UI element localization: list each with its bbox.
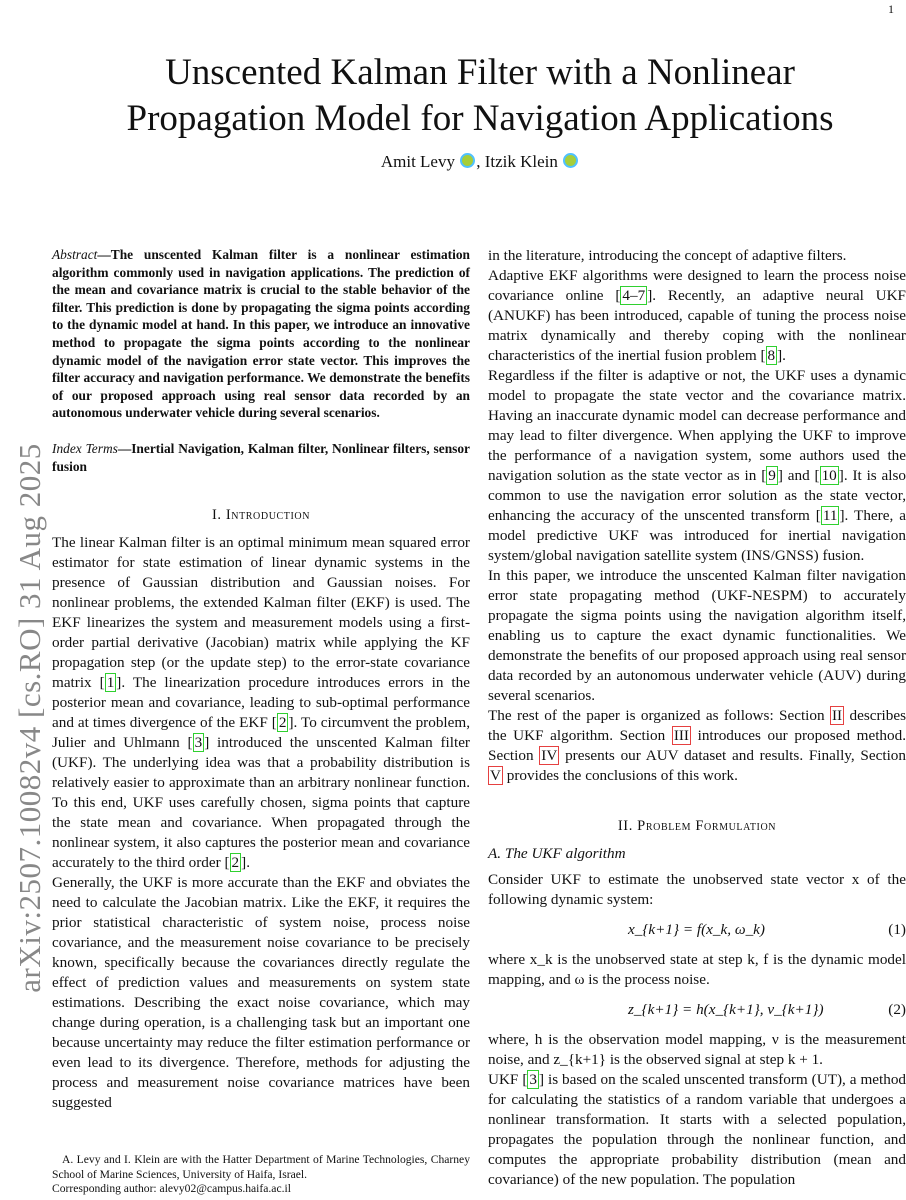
section-link[interactable]: V	[490, 767, 501, 784]
paragraph: Generally, the UKF is more accurate than the EKF and obviates the need to calculate the Jacobian matrix. Like the EKF, it requires the prior statistical characteristic of system noise, process noise covariance, and the measurement noise covariance to be precisely known, specifically because the covariances directly regulate the effect of prediction values and measurements on system state estimations. Describing the exact noise covariance, which may change during operation, is a challenging task but an important one because uncertainty may reduce the filter estimation performance or even lead to its divergence. Therefore, methods for adjusting the process and measurement noise covariance matrices have been suggested	[52, 874, 470, 1112]
orcid-icon[interactable]	[460, 153, 475, 168]
text-run: Regardless if the filter is adaptive or not, the UKF uses a dynamic model to propagate the state vector and the covariance matrix. Having an inaccurate dynamic model can decrease performance and may lead to filter divergence. When applying the UKF to improve the performance of a navigation system, some authors used the navigation solution as the state vector as in	[488, 367, 906, 484]
equation-expression: x_{k+1} = f(x_k, ω_k)	[628, 921, 765, 938]
abstract-text: —The unscented Kalman filter is a nonlinear estimation algorithm commonly used in navigation applications. The prediction of the mean and covariance matrix is crucial to the stable behavior of the filter. This prediction is done by propagating the sigma points according to the dynamic model at hand. In this paper, we introduce an innovative method to propagate the sigma points according to the nonlinear dynamic model of the navigation error state vector. This improves the filter accuracy and navigation performance. We demonstrate the benefits of our proposed approach using real sensor data recorded by an autonomous underwater vehicle during several scenarios.	[52, 247, 470, 421]
paragraph	[488, 706, 906, 786]
text-run: introduced the unscented Kalman filter (UKF). The underlying idea was that a probability distribution is relatively easier to approximate than an arbitrary nonlinear function. To this end, UKF uses carefully chosen, sigma points that capture the state mean and covariance. When propagated through the nonlinear system, it also captures the posterior mean and covariance accurately to the third order	[52, 734, 470, 872]
footnote-contact[interactable]: Corresponding author: alevy02@campus.haifa.ac.il	[52, 1182, 291, 1195]
text-run: .	[246, 854, 250, 872]
section-link[interactable]: III	[673, 727, 689, 744]
abstract	[52, 246, 470, 422]
paragraph: where, h is the observation model mapping, ν is the measurement noise, and z_{k+1} is the observed signal at step k + 1.	[488, 1031, 906, 1068]
equation-number: (1)	[888, 921, 906, 938]
authors	[40, 152, 906, 172]
text-run: . Recently, an adaptive neural UKF (ANUKF) has been introduced, capable of tuning the process noise matrix dynamically and thereby coping with the nonlinear characteristics of the inertial fusion problem	[488, 287, 906, 364]
paragraph: Regardless if the filter is adaptive or not, the UKF uses a dynamic model to propagate the state vector and the covariance matrix. Having an inaccurate dynamic model can decrease performance and may lead to filter divergence. When applying the UKF to improve the performance of a navigation system, some authors used the navigation solution as the state vector as in [ 9 ] and [ 10 ]. It is also common to use the navigation error solution as the state vector, enhancing the accuracy of the unscented transform [ 11 ]. There, a model predictive UKF was introduced for inertial navigation system/global navigation satellite system (INS/GNSS) fusion.	[488, 367, 906, 564]
title-line-1: Unscented Kalman Filter with a Nonlinear	[165, 52, 795, 93]
paragraph: In this paper, we introduce the unscented Kalman filter navigation error state propagating method (UKF-NESPM) to accurately propagate the sigma points using the navigation algorithm itself, enabling us to capture the exact dynamic functionalities. We demonstrate the benefits of our proposed approach using real sensor data recorded by an autonomous underwater vehicle (AUV) during several scenarios.	[488, 567, 906, 704]
text-run: and	[782, 467, 815, 484]
equation-1	[488, 920, 906, 940]
paper-title	[40, 50, 906, 142]
orcid-icon[interactable]	[563, 153, 578, 168]
section-heading-introduction: I. Introduction	[211, 507, 311, 524]
citation-link[interactable]: 11	[822, 507, 838, 524]
text-run: . The linearization procedure introduces errors in the posterior mean and covariance, leading to sub-optimal performance and at times divergence of the EKF	[52, 674, 470, 732]
paragraph: UKF [ 3 ] is based on the scaled unscented transform (UT), a method for calculating the statistics of a random variable that undergoes a nonlinear transformation. It starts with a selected population, propagates the population through the nonlinear function, and computes the appropriate probability distribution (mean and covariance) of the new population. The population	[488, 1071, 906, 1188]
text-run: .	[782, 347, 786, 364]
paragraph: Consider UKF to estimate the unobserved state vector x of the following dynamic system:	[488, 871, 906, 908]
index-terms-text: —Inertial Navigation, Kalman filter, Nonlinear filters, sensor fusion	[52, 440, 470, 474]
subsection-heading: A. The UKF algorithm	[488, 845, 626, 862]
text-run: . It is also common to use the navigation error solution as the state vector, enhancing the accuracy of the unscented transform	[488, 467, 906, 524]
abstract-label: Abstract	[52, 247, 98, 262]
citation-link[interactable]: 3	[529, 1071, 537, 1088]
section-link[interactable]: IV	[541, 747, 558, 764]
right-column	[488, 246, 906, 1190]
author-1: Amit Levy	[380, 152, 455, 171]
paragraph: Adaptive EKF algorithms were designed to learn the process noise covariance online [ 4–7 ]. Recently, an adaptive neural UKF (ANUKF) has been introduced, capable of tuning the process noise matrix dynamically and thereby coping with the nonlinear characteristics of the inertial fusion problem [ 8 ].	[488, 267, 906, 364]
left-column	[52, 246, 470, 1113]
paragraph: The linear Kalman filter is an optimal minimum mean squared error estimator for state estimation of linear dynamic systems in the presence of Gaussian distribution and Gaussian noises. For nonlinear problems, the extended Kalman filter (EKF) is used. The EKF linearizes the system and measurement models using a first-order partial derivative (Jacobian) matrix while applying the KF propagation step (or the update step) to the error-state covariance matrix [ 1 ]. The linearization procedure introduces errors in the posterior mean and covariance, leading to sub-optimal performance and at times divergence of the EKF [ 2 ]. To circumvent the problem, Julier and Uhlmann [ 3 ] introduced the unscented Kalman filter (UKF). The underlying idea was that a probability distribution is relatively easier to approximate than an arbitrary nonlinear function. To this end, UKF uses carefully chosen, sigma points that capture the state mean and covariance. When propagated through the nonlinear system, it also captures the posterior mean and covariance accurately to the third order [ 2 ].	[52, 534, 470, 872]
text-run: introduces our proposed method. Section	[488, 727, 906, 764]
section-link[interactable]: II	[831, 707, 843, 724]
citation-link[interactable]: 4–7	[622, 287, 646, 304]
equation-2	[488, 1000, 906, 1020]
text-run: . There, a model predictive UKF was introduced for inertial navigation system/global navigation satellite system (INS/GNSS) fusion.	[488, 507, 906, 564]
citation-link[interactable]: 1	[106, 674, 115, 692]
text-run: provides the conclusions of this work.	[502, 767, 738, 784]
paragraph: where x_k is the unobserved state at step k, f is the dynamic model mapping, and ω is the process noise.	[488, 951, 906, 988]
title-line-2: Propagation Model for Navigation Applications	[126, 98, 834, 139]
citation-link[interactable]: 3	[194, 734, 203, 752]
text-run: The rest of the paper is organized as follows: Section	[488, 707, 830, 724]
page-number: 1	[888, 2, 894, 16]
text-run: presents our AUV dataset and results. Finally, Section	[559, 747, 906, 764]
text-run: describes the UKF algorithm. Section	[488, 707, 906, 744]
text-run: is based on the scaled unscented transform (UT), a method for calculating the statistics of a random variable that undergoes a nonlinear transformation. It starts with a selected population, propagates the population through the nonlinear function, and computes the appropriate probability distribution (mean and covariance) of the new population. The population	[488, 1071, 906, 1188]
equation-number: (2)	[888, 1001, 906, 1018]
author-separator: ,	[476, 152, 485, 171]
text-run: The linear Kalman filter is an optimal minimum mean squared error estimator for state estimation of linear dynamic systems in the presence of Gaussian distribution and Gaussian noises. For nonlinear problems, the extended Kalman filter (EKF) is used. The EKF linearizes the system and measurement models using a first-order partial derivative (Jacobian) matrix while applying the KF propagation step (or the update step) to the error-state covariance matrix	[52, 534, 470, 692]
citation-link[interactable]: 10	[821, 467, 837, 484]
citation-link[interactable]: 8	[767, 347, 776, 364]
text-run: UKF	[488, 1071, 523, 1088]
footnote-affiliation: A. Levy and I. Klein are with the Hatter Department of Marine Technologies, Charney School of Marine Sciences, University of Haifa, Israel.	[52, 1153, 470, 1181]
arxiv-stamp: arXiv:2507.10082v4 [cs.RO] 31 Aug 2025	[12, 443, 47, 993]
text-run: Adaptive EKF algorithms were designed to learn the process noise covariance online	[488, 267, 906, 304]
footnote	[52, 1153, 470, 1197]
text-run: . To circumvent the problem, Julier and Uhlmann	[52, 714, 470, 752]
citation-link[interactable]: 2	[231, 854, 240, 872]
citation-link[interactable]: 9	[768, 467, 776, 484]
index-terms	[52, 440, 470, 475]
section-heading-problem-formulation: II. Problem Formulation	[617, 818, 777, 834]
author-2: Itzik Klein	[484, 152, 558, 171]
citation-link[interactable]: 2	[278, 714, 287, 732]
equation-expression: z_{k+1} = h(x_{k+1}, ν_{k+1})	[628, 1001, 824, 1018]
paragraph: in the literature, introducing the concept of adaptive filters.	[488, 247, 847, 264]
index-terms-label: Index Terms	[52, 440, 118, 456]
